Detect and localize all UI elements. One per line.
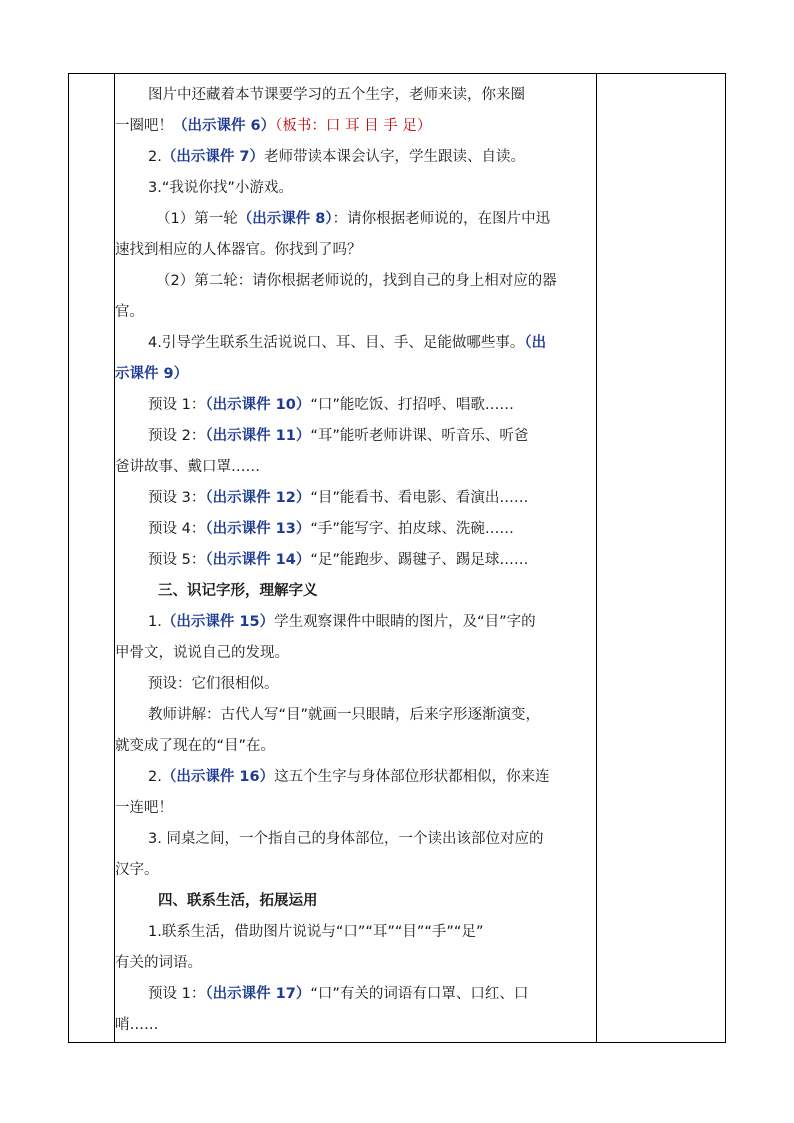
text-line: 预设 4：（出示课件 13）“手”能写字、拍皮球、洗碗……	[148, 521, 514, 537]
text-line: 2.（出示课件 7）老师带读本课会认字，学生跟读、自读。	[148, 149, 525, 165]
text-line: 2.（出示课件 16）这五个生字与身体部位形状都相似，你来连	[148, 769, 550, 785]
text-line: 哨……	[115, 1017, 159, 1033]
text-line: 图片中还藏着本节课要学习的五个生字，老师来读，你来圈	[148, 87, 525, 103]
main-column	[115, 74, 597, 1042]
text-line: 1.联系生活，借助图片说说与“口”“耳”“目”“手”“足”	[148, 924, 484, 940]
text-line: 预设：它们很相似。	[148, 676, 279, 692]
text-line: （2）第二轮：请你根据老师说的，找到自己的身上相对应的器	[156, 273, 557, 289]
text-line: 4.引导学生联系生活说说口、耳、目、手、足能做哪些事。（出	[148, 335, 547, 351]
text-line: 教师讲解：古代人写“目”就画一只眼睛，后来字形逐渐演变，	[148, 707, 541, 723]
text-line: 3. 同桌之间，一个指自己的身体部位，一个读出该部位对应的	[148, 831, 544, 847]
text-line: （1）第一轮（出示课件 8）：请你根据老师说的，在图片中迅	[156, 211, 551, 227]
text-line: 有关的词语。	[115, 955, 202, 971]
section-heading: 四、联系生活，拓展运用	[158, 893, 318, 909]
text-line: 官。	[115, 304, 144, 320]
text-line: 甲骨文，说说自己的发现。	[115, 645, 289, 661]
text-line: 预设 1：（出示课件 10）“口”能吃饭、打招呼、唱歌……	[148, 397, 514, 413]
section-heading: 三、识记字形，理解字义	[158, 583, 318, 599]
text-line: 1.（出示课件 15）学生观察课件中眼睛的图片，及“目”字的	[148, 614, 536, 630]
text-line: 速找到相应的人体器官。你找到了吗？	[115, 242, 362, 258]
text-line: 示课件 9）	[115, 366, 189, 382]
text-line: 预设 3：（出示课件 12）“目”能看书、看电影、看演出……	[148, 490, 529, 506]
text-line: 一连吧！	[115, 800, 173, 816]
text-line: 预设 2：（出示课件 11）“耳”能听老师讲课、听音乐、听爸	[148, 428, 529, 444]
lesson-table	[68, 73, 726, 1043]
text-line: 预设 1：（出示课件 17）“口”有关的词语有口罩、口红、口	[148, 986, 529, 1002]
text-line: 就变成了现在的“目”在。	[115, 738, 276, 754]
text-line: 预设 5：（出示课件 14）“足”能跑步、踢毽子、踢足球……	[148, 552, 529, 568]
text-line: 爸讲故事、戴口罩……	[115, 459, 260, 475]
text-line: 3.“我说你找”小游戏。	[148, 180, 293, 196]
text-line: 一圈吧！（出示课件 6）（板书：口 耳 目 手 足）	[115, 118, 432, 134]
left-column	[69, 74, 115, 1042]
text-line: 汉字。	[115, 862, 159, 878]
right-column	[597, 74, 725, 1042]
